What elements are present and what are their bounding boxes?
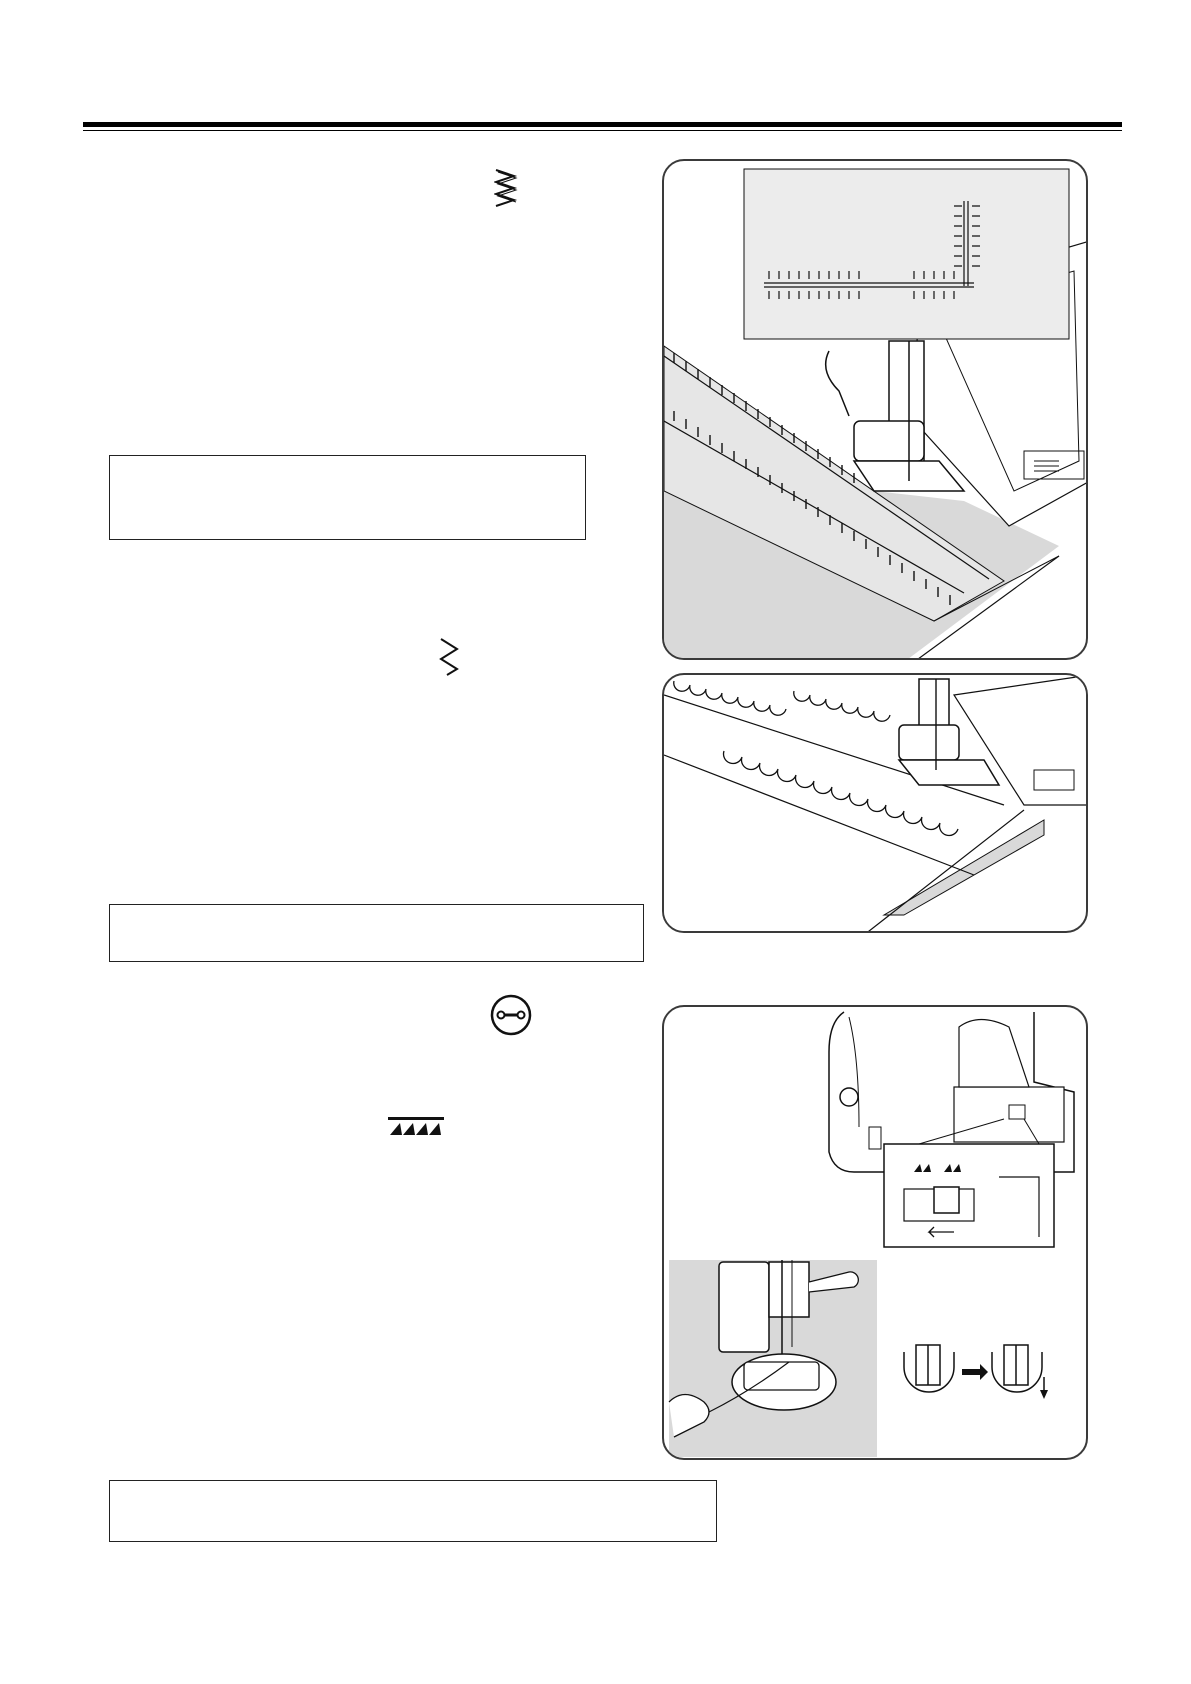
note-box: [109, 1480, 717, 1542]
zigzag-stitch-icon: [439, 637, 461, 677]
illustration-triple-zigzag: [664, 161, 1088, 660]
illustration-zigzag: [664, 675, 1088, 933]
header-rule-thin: [83, 130, 1122, 131]
header-rule: [83, 122, 1122, 127]
illustration-buttonhole: [664, 1007, 1088, 1460]
buttonhole-icon: [490, 994, 532, 1036]
note-box: [109, 904, 644, 962]
feed-dog-icon: [388, 1117, 444, 1137]
triple-zigzag-stitch-icon: [494, 168, 518, 208]
note-box: [109, 455, 586, 540]
illustration-panel-buttonhole: [662, 1005, 1088, 1460]
illustration-panel-zigzag: [662, 673, 1088, 933]
illustration-panel-triple-zigzag: [662, 159, 1088, 660]
